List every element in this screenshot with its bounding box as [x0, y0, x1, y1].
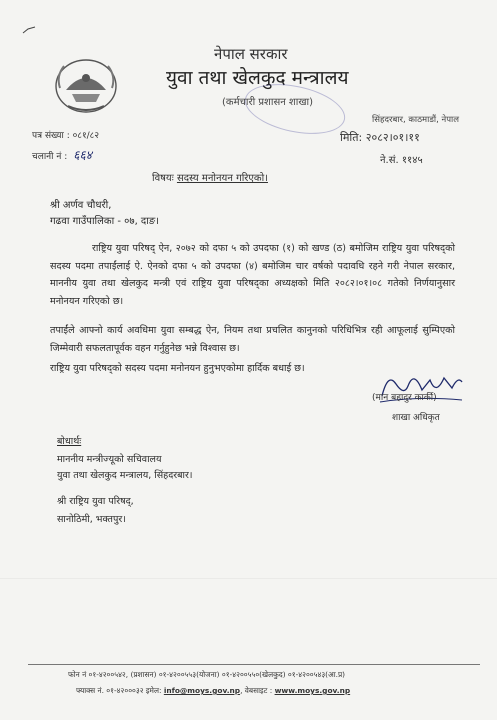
reference-number: पत्र संख्या : ०८१/८२	[32, 131, 100, 141]
cc-label: बोधार्थः	[57, 436, 82, 447]
nepal-sambat-date: ने.सं. ११४५	[380, 155, 423, 166]
letter-date: मिति: २०८२।०१।११	[340, 131, 420, 144]
dispatch-label: चलानी नं :	[32, 152, 68, 162]
footer-web-label: , वेबसाइट :	[240, 686, 273, 695]
footer-email-link[interactable]: info@moys.gov.np	[163, 686, 241, 695]
body-paragraph-3: राष्ट्रिय युवा परिषद्को सदस्य पदमा मनोनयन हुनुभएकोमा हार्दिक बधाई छ।	[50, 363, 305, 374]
signature-mark	[378, 366, 464, 412]
dispatch-number	[32, 146, 92, 163]
signatory-role: शाखा अधिकृत	[392, 413, 440, 423]
cc-line-4: सानोठिमी, भक्तपुर।	[57, 514, 126, 525]
gov-name: नेपाल सरकार	[214, 45, 288, 63]
footer-website-link[interactable]: www.moys.gov.np	[274, 686, 351, 695]
recipient-address: गढवा गाउँपालिका - ०७, दाङ।	[50, 216, 159, 227]
subject-text: सदस्य मनोनयन गरिएको।	[176, 173, 268, 184]
footer-phones: फोन नं ०१-४२००५४२, (प्रशासन) ०१-४२००५५३(योजना) ०१-४२००५५०(खेलकुद) ०१-४२००५४३(आ.प्र)	[68, 670, 346, 679]
office-address: सिंहदरबार, काठमाडौं, नेपाल	[372, 115, 460, 125]
footer-contact	[76, 686, 350, 696]
recipient-name: श्री अर्णव चौधरी,	[50, 200, 112, 211]
footer-fax: फ्याक्स नं. ०१-४२०००३२ इमेल:	[76, 686, 162, 695]
section-name: (कर्मचारी प्रशासन शाखा)	[222, 97, 313, 108]
pen-mark-icon	[22, 26, 36, 36]
nepal-emblem-icon	[52, 56, 120, 116]
signatory-name: (मान बहादुर कार्की)	[372, 393, 437, 403]
paper-fold	[0, 578, 497, 579]
subject-label: विषयः	[152, 173, 174, 184]
cc-line-1: माननीय मन्त्रीज्यूको सचिवालय	[57, 454, 162, 465]
cc-line-2: युवा तथा खेलकुद मन्त्रालय, सिंहदरबार।	[57, 470, 193, 481]
subject-line	[152, 170, 268, 184]
ministry-name: युवा तथा खेलकुद मन्त्रालय	[166, 67, 349, 89]
dispatch-value: ६६४	[73, 148, 92, 162]
body-paragraph-2: तपाईंले आफ्नो कार्य अवधिमा युवा सम्बद्ध ऐन, नियम तथा प्रचलित कानुनको परिधिभित्र रही आफूलाई सुम्पिएको जिम्मेवारी सफलतापूर्वक वहन गर्नुहुनेछ भन्ने विश्वास छ।	[50, 325, 455, 354]
cc-line-3: श्री राष्ट्रिय युवा परिषद्,	[57, 496, 134, 507]
footer-divider	[28, 664, 480, 665]
body-paragraph-1: राष्ट्रिय युवा परिषद् ऐन, २०७२ को दफा ५ को उपदफा (१) को खण्ड (ठ) बमोजिम राष्ट्रिय युवा परिषद्को सदस्य पदमा तपाईंलाई ऐ. ऐनको दफा ५ को उपदफा (४) बमोजिम चार वर्षको पदावधि रहने गरी नेपाल सरकार, माननीय युवा तथा खेलकुद मन्त्री एवं राष्ट्रिय युवा परिषद्का अध्यक्षको मिति २०८२।०१।०८ गतेको निर्णयानुसार मनोनयन गरिएको छ।	[50, 243, 455, 307]
